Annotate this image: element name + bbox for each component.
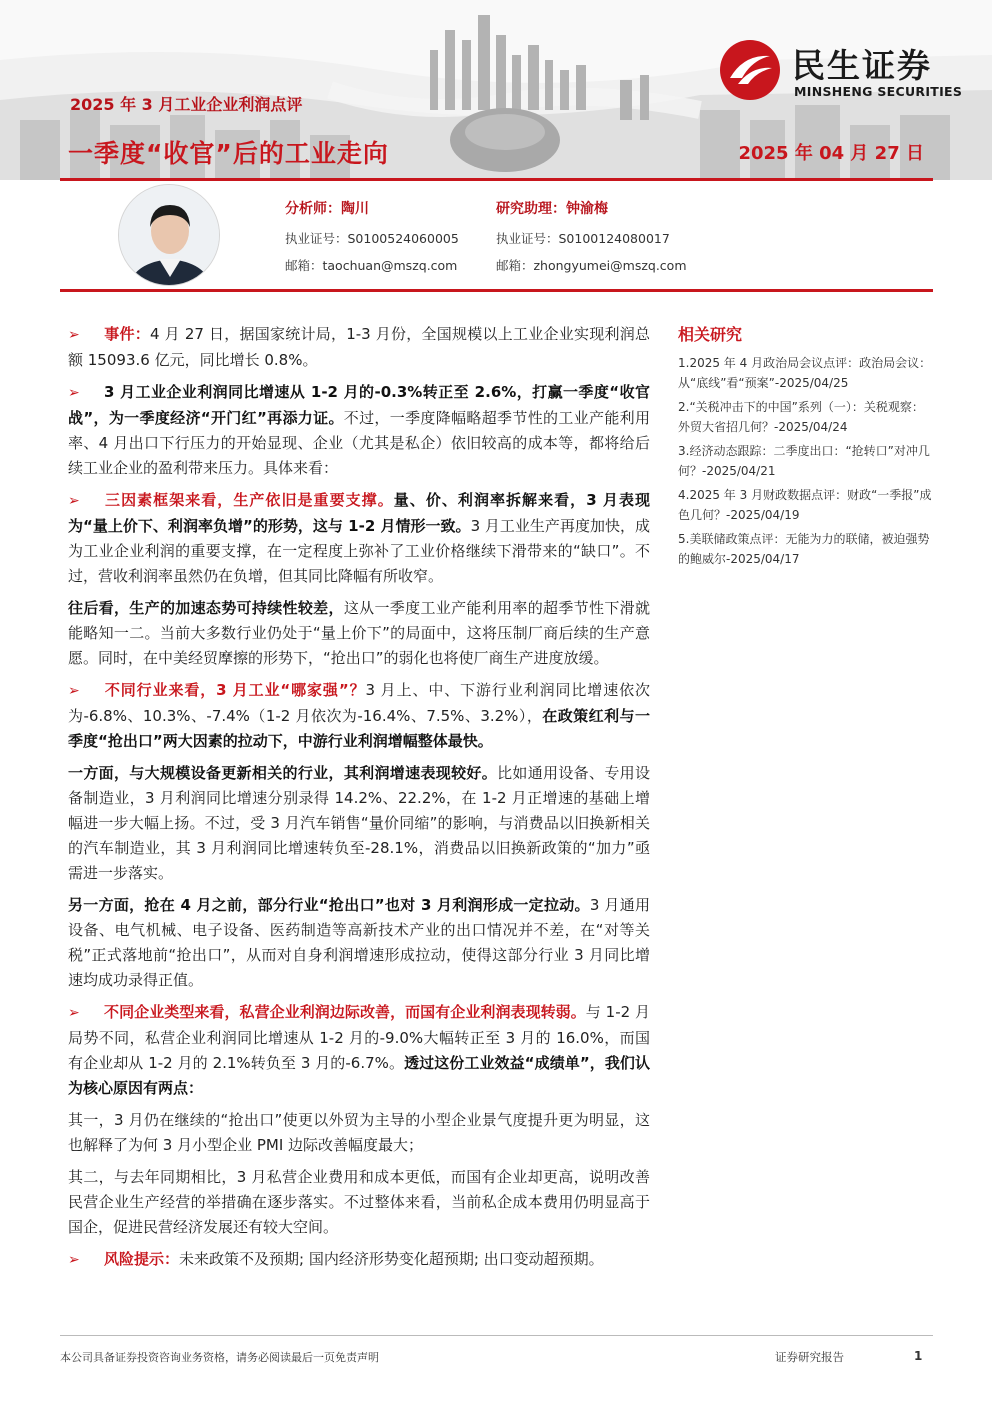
header-banner (0, 0, 992, 180)
report-body (68, 322, 650, 1280)
bullet-arrow-icon: ➢ (68, 1005, 80, 1021)
brand-name-cn: 民生证券 (792, 46, 932, 85)
brand-name-en: MINSHENG SECURITIES (794, 84, 963, 99)
analyst-card-1 (285, 198, 459, 283)
assistant-email[interactable]: 邮箱：zhongyumei@mszq.com (496, 258, 687, 273)
paragraph-event: ➢ 事件：4 月 27 日，据国家统计局，1-3 月份，全国规模以上工业企业实现利润总额 15093.6 亿元，同比增长 0.8%。 (68, 325, 650, 369)
bullet-arrow-icon: ➢ (68, 327, 80, 343)
analyst-name: 分析师：陶川 (285, 201, 369, 217)
assistant-name: 研究助理：钟渝梅 (496, 201, 608, 217)
analyst-card-2 (496, 198, 687, 283)
paragraph-reason-two: 其二，与去年同期相比，3 月私营企业费用和成本更低，而国有企业却更高，说明改善民营企业生产经营的举措确在逐步落实。不过整体来看，当前私企成本费用仍明显高于国企，促进民营经济发展还有较大空间。 (68, 1168, 650, 1236)
related-research-item[interactable]: 4.2025 年 3 月财政数据点评：财政“一季报”成色几何？-2025/04/19 (678, 488, 932, 522)
report-date: 2025 年 04 月 27 日 (738, 143, 924, 164)
paragraph-industries: ➢ 不同行业来看，3 月工业“哪家强”？3 月上、中、下游行业利润同比增速依次为-6.8%、10.3%、-7.4%（1-2 月依次为-16.4%、7.5%、3.2%），在政策红利与一季度“抢出口”两大因素的拉动下，中游行业利润增幅整体最快。 (68, 681, 650, 750)
related-research-item[interactable]: 2.“关税冲击下的中国”系列（一）：关税观察：外贸大省招几何？-2025/04/24 (678, 400, 924, 434)
paragraph-equipment: 一方面，与大规模设备更新相关的行业，其利润增速表现较好。比如通用设备、专用设备制造业，3 月利润同比增速分别录得 14.2%、22.2%，在 1-2 月正增速的基础上增幅进一步大幅上扬。不过，受 3 月汽车销售“量价同缩”的影响，与消费品以旧换新相关的汽车制造业，其 3 月利润同比增速转负至-28.1%，消费品以旧换新政策的“加力”亟需进一步落实。 (68, 764, 650, 882)
paragraph-summary: ➢ 3 月工业企业利润同比增速从 1-2 月的-0.3%转正至 2.6%，打赢一季度“收官战”，为一季度经济“开门红”再添力证。不过，一季度降幅略超季节性的工业产能利用率、4 月出口下行压力的开始显现、企业（尤其是私企）依旧较高的成本等，都将给后续工业企业的盈利带来压力。具体来看： (68, 383, 650, 477)
analyst-email[interactable]: 邮箱：taochuan@mszq.com (285, 258, 458, 273)
paragraph-enterprise-types: ➢ 不同企业类型来看，私营企业利润边际改善，而国有企业利润表现转弱。与 1-2 月局势不同，私营企业利润同比增速从 1-2 月的-9.0%大幅转正至 3 月的 16.0%，而国有企业却从 1-2 月的 2.1%转负至 3 月的-6.7%。透过这份工业效益“成绩单”，我们认为核心原因有两点： (68, 1003, 651, 1097)
analyst-avatar (118, 184, 220, 286)
related-research-item[interactable]: 5.美联储政策点评：无能为力的联储，被迫强势的鲍威尔-2025/04/17 (678, 532, 930, 566)
related-research-heading: 相关研究 (678, 325, 743, 344)
footer-report-type: 证券研究报告 (775, 1350, 844, 1364)
paragraph-three-factors: ➢ 三因素框架来看，生产依旧是重要支撑。量、价、利润率拆解来看，3 月表现为“量上价下、利润率负增”的形势，这与 1-2 月情形一致。3 月工业生产再度加快，成为工业企业利润的重要支撑，在一定程度上弥补了工业价格继续下滑带来的“缺口”。不过，营收利润率虽然仍在负增，但其同比降幅有所收窄。 (68, 491, 650, 585)
paragraph-risk: ➢ 风险提示：未来政策不及预期; 国内经济形势变化超预期; 出口变动超预期。 (68, 1247, 650, 1273)
footer-divider (60, 1335, 933, 1336)
paragraph-reason-one: 其一，3 月仍在继续的“抢出口”使更以外贸为主导的小型企业景气度提升更为明显，这也解释了为何 3 月小型企业 PMI 边际改善幅度最大； (68, 1111, 650, 1154)
paragraph-exports: 另一方面，抢在 4 月之前，部分行业“抢出口”也对 3 月利润形成一定拉动。3 月通用设备、电气机械、电子设备、医药制造等高新技术产业的出口情况并不差，在“对等关税”正式落地前“抢出口”，从而对自身利润增速形成拉动，使得这部分行业 3 月同比增速均成功录得正值。 (68, 896, 651, 989)
footer-disclaimer: 本公司具备证券投资咨询业务资格，请务必阅读最后一页免责声明 (60, 1351, 379, 1364)
brand-logo (718, 38, 968, 102)
related-research-item[interactable]: 1.2025 年 4 月政治局会议点评：政治局会议：从“底线”看“预案”-2025/04/25 (678, 356, 932, 390)
related-research-item[interactable]: 3.经济动态跟踪：二季度出口：“抢转口”对冲几何？-2025/04/21 (678, 444, 930, 478)
assistant-cert: 执业证号：S0100124080017 (496, 231, 670, 246)
analyst-cert: 执业证号：S0100524060005 (285, 231, 459, 246)
report-title: 一季度“收官”后的工业走向 (68, 139, 389, 168)
related-research (678, 322, 934, 573)
page-number: 1 (914, 1349, 923, 1363)
bullet-arrow-icon: ➢ (68, 385, 80, 401)
bullet-arrow-icon: ➢ (68, 1252, 80, 1268)
paragraph-outlook: 往后看，生产的加速态势可持续性较差，这从一季度工业产能利用率的超季节性下滑就能略知一二。当前大多数行业仍处于“量上价下”的局面中，这将压制厂商后续的生产意愿。同时，在中美经贸摩擦的形势下，“抢出口”的弱化也将使厂商生产进度放缓。 (68, 599, 650, 667)
analyst-divider (60, 289, 933, 292)
header-divider (60, 178, 933, 181)
analyst-photo-icon (119, 185, 220, 286)
bullet-arrow-icon: ➢ (68, 683, 80, 699)
report-type-heading: 2025 年 3 月工业企业利润点评 (70, 95, 303, 114)
bullet-arrow-icon: ➢ (68, 493, 80, 509)
minsheng-logo-icon (718, 38, 782, 102)
